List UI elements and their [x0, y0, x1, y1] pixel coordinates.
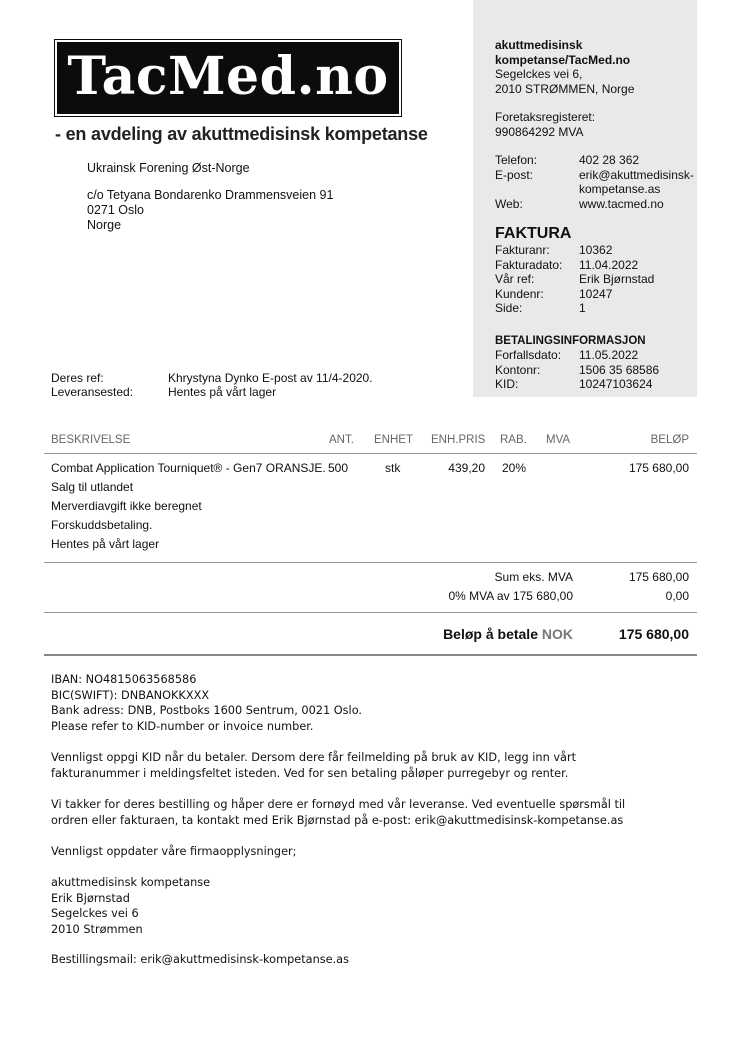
email-label: E-post: — [495, 167, 534, 182]
register-label: Foretaksregisteret: — [495, 110, 596, 124]
amount-due-value: 175 680,00 — [618, 626, 689, 642]
item-note: Forskuddsbetaling. — [51, 518, 153, 532]
payment-title: BETALINGSINFORMASJON — [495, 334, 646, 347]
divider — [44, 562, 697, 563]
payment-field: KID: 10247103624 — [495, 377, 653, 391]
item-note: Merverdiavgift ikke beregnet — [51, 499, 202, 513]
col-qty: ANT. — [329, 434, 354, 446]
company-name: kompetanse/TacMed.no — [495, 52, 631, 67]
item-unit: stk — [385, 461, 401, 475]
thanks-paragraph: Vi takker for deres bestilling og håper dere er fornøyd med vår leveranse. Ved eventuelle spørsmål til ordren eller fakturaen, ta kontakt med Erik Bjørnstad på e-post: erik@akuttmedisinsk-kompetanse.as — [51, 798, 626, 827]
phone-label: Telefon: — [495, 153, 538, 167]
vat-value: 0,00 — [665, 589, 689, 603]
phone-value: 402 28 362 — [579, 153, 640, 167]
payment-field: Forfallsdato: 11.05.2022 — [495, 348, 639, 362]
register-value: 990864292 MVA — [495, 124, 584, 139]
item-amount: 175 680,00 — [628, 461, 689, 475]
item-notes — [51, 478, 202, 554]
amount-due-label: Beløp å betale NOK — [443, 626, 573, 642]
item-note: Salg til utlandet — [51, 480, 134, 494]
invoice-title: FAKTURA — [495, 225, 572, 242]
vat-label: 0% MVA av 175 680,00 — [448, 589, 573, 603]
bank-details — [51, 672, 362, 734]
divider-thick — [44, 654, 697, 656]
col-vat: MVA — [546, 434, 571, 446]
signature-block — [51, 875, 210, 937]
web-row — [495, 197, 695, 212]
item-qty: 500 — [328, 461, 349, 475]
recipient-address-line: 0271 Oslo — [87, 203, 144, 217]
item-description: Combat Application Tourniquet® - Gen7 ORANSJE. — [51, 461, 326, 475]
email-value[interactable]: erik@akuttmedisinsk- kompetanse.as — [579, 167, 694, 196]
invoice-field: Fakturadato: 11.04.2022 — [495, 257, 639, 272]
leveransested-value: Hentes på vårt lager — [168, 385, 277, 399]
logo-text: TacMed.no — [67, 46, 389, 107]
recipient-name: Ukrainsk Forening Øst-Norge — [87, 161, 250, 175]
col-description: BESKRIVELSE — [51, 434, 131, 446]
iban: IBAN: NO4815063568586 — [51, 673, 197, 686]
reference-block — [51, 371, 373, 399]
leveransested-label: Leveransested: — [51, 385, 134, 399]
recipient-address-line: Norge — [87, 218, 122, 232]
currency: NOK — [541, 626, 573, 642]
refer-note: Please refer to KID-number or invoice number. — [51, 719, 314, 733]
company-logo — [55, 40, 401, 116]
web-label: Web: — [495, 196, 523, 211]
item-discount: 20% — [502, 461, 527, 475]
logo-tagline: - en avdeling av akuttmedisinsk kompetanse — [55, 124, 428, 144]
signature-city: 2010 Strømmen — [51, 922, 143, 936]
sum-label: Sum eks. MVA — [494, 570, 573, 584]
divider — [44, 612, 697, 613]
phone-row — [495, 153, 695, 168]
company-city: 2010 STRØMMEN, Norge — [495, 81, 635, 96]
bic: BIC(SWIFT): DNBANOKKXXX — [51, 688, 210, 702]
col-unit-price: ENH.PRIS — [431, 434, 486, 446]
deres-ref-label: Deres ref: — [51, 371, 104, 385]
invoice-info-panel — [473, 0, 697, 397]
company-name: akuttmedisinsk — [495, 38, 583, 52]
col-discount: RAB. — [500, 434, 527, 446]
deres-ref-value: Khrystyna Dynko E-post av 11/4-2020. — [168, 371, 373, 385]
recipient-address — [87, 161, 333, 233]
item-unit-price: 439,20 — [448, 461, 485, 475]
recipient-address-line: c/o Tetyana Bondarenko Drammensveien 91 — [87, 188, 334, 202]
invoice-field: Fakturanr: 10362 — [495, 243, 613, 257]
items-table-header — [44, 433, 697, 454]
signature-company: akuttmedisinsk kompetanse — [51, 876, 211, 889]
signature-name: Erik Bjørnstad — [51, 891, 130, 905]
col-amount: BELØP — [650, 434, 689, 446]
invoice-field: Side: 1 — [495, 301, 586, 315]
update-notice: Vennligst oppdater våre firmaopplysninger; — [51, 845, 297, 858]
signature-street: Segelckes vei 6 — [51, 907, 139, 920]
web-link[interactable]: www.tacmed.no — [579, 196, 664, 211]
company-street: Segelckes vei 6, — [495, 67, 583, 81]
invoice-field: Vår ref: Erik Bjørnstad — [495, 272, 655, 286]
item-note: Hentes på vårt lager — [51, 537, 160, 551]
sum-value: 175 680,00 — [628, 570, 689, 584]
col-unit: ENHET — [374, 434, 413, 446]
order-mail[interactable]: Bestillingsmail: erik@akuttmedisinsk-kompetanse.as — [51, 953, 349, 966]
email-row — [495, 168, 695, 197]
bank-address: Bank adress: DNB, Postboks 1600 Sentrum, 0021 Oslo. — [51, 704, 362, 717]
kid-paragraph: Vennligst oppgi KID når du betaler. Dersom dere får feilmelding på bruk av KID, legg inn vårt fakturanummer i meldingsfeltet isteden. Ved for sen betaling påløper purregebyr og renter. — [51, 751, 577, 780]
invoice-field: Kundenr: 10247 — [495, 286, 613, 301]
payment-field: Kontonr: 1506 35 68586 — [495, 362, 660, 377]
